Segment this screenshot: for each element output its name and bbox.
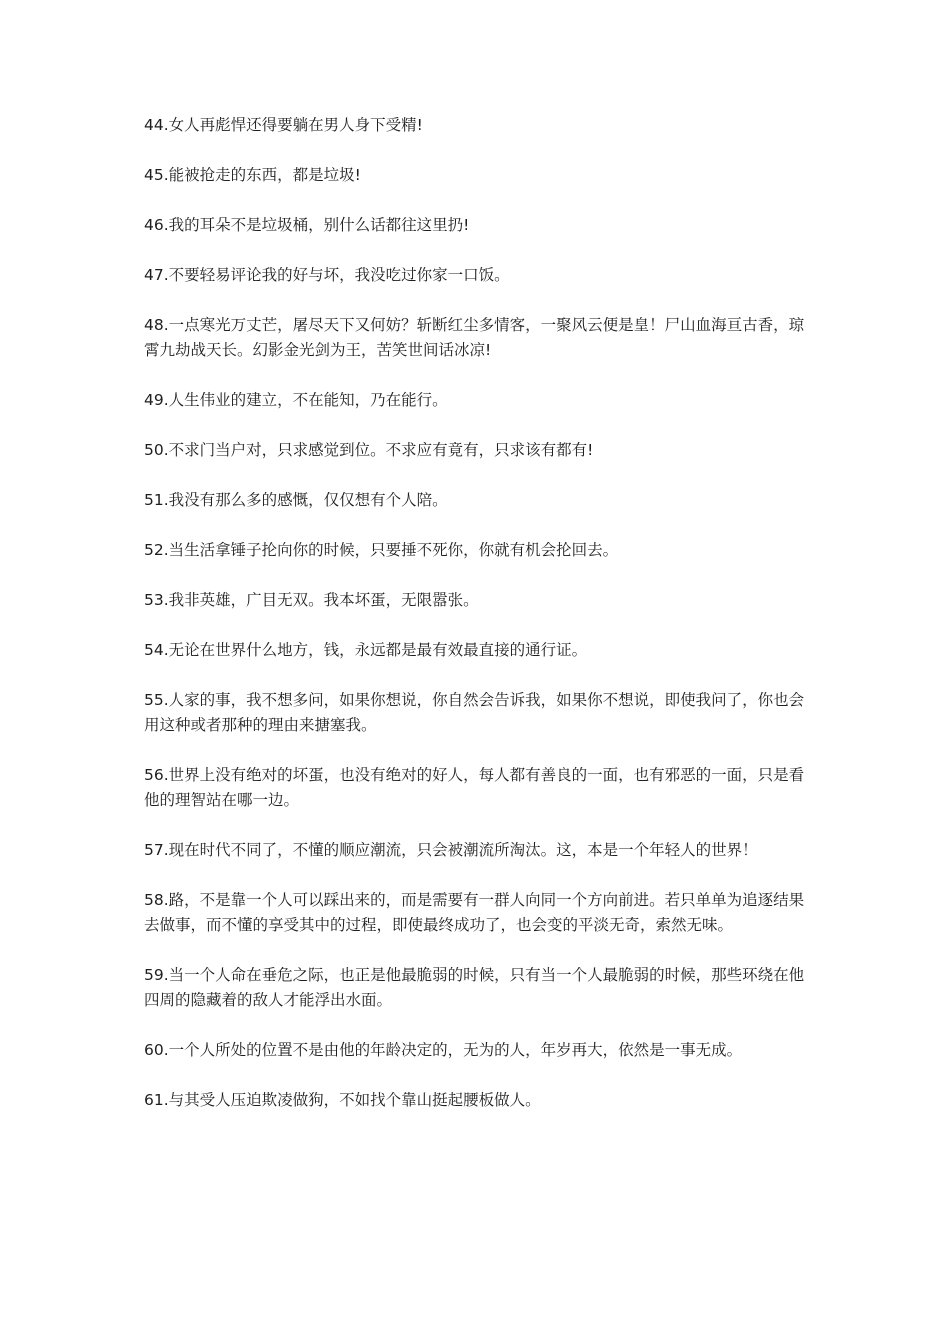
paragraph-59: 59.当一个人命在垂危之际，也正是他最脆弱的时候，只有当一个人最脆弱的时候，那些环绕在他四周的隐藏着的敌人才能浮出水面。 (144, 966, 805, 1009)
paragraph-48: 48.一点寒光万丈芒，屠尽天下又何妨？斩断红尘多情客，一聚风云便是皇！尸山血海亘古香，琼霄九劫战天长。幻影金光剑为王，苦笑世间话冰凉! (144, 316, 805, 359)
paragraph-58: 58.路，不是靠一个人可以踩出来的，而是需要有一群人向同一个方向前进。若只单单为追逐结果去做事，而不懂的享受其中的过程，即使最终成功了，也会变的平淡无奇，索然无味。 (144, 891, 805, 934)
paragraph-45: 45.能被抢走的东西，都是垃圾! (144, 166, 361, 184)
paragraph-54: 54.无论在世界什么地方，钱，永远都是最有效最直接的通行证。 (144, 641, 588, 659)
paragraph-52: 52.当生活拿锤子抡向你的时候，只要捶不死你，你就有机会抡回去。 (144, 541, 619, 559)
paragraph-44: 44.女人再彪悍还得要躺在男人身下受精! (144, 116, 423, 134)
paragraph-49: 49.人生伟业的建立，不在能知，乃在能行。 (144, 391, 448, 409)
paragraph-55: 55.人家的事，我不想多问，如果你想说，你自然会告诉我，如果你不想说，即使我问了，你也会用这种或者那种的理由来搪塞我。 (144, 691, 805, 734)
paragraph-46: 46.我的耳朵不是垃圾桶，别什么话都往这里扔! (144, 216, 470, 234)
paragraph-53: 53.我非英雄，广目无双。我本坏蛋，无限嚣张。 (144, 591, 479, 609)
paragraph-57: 57.现在时代不同了，不懂的顺应潮流，只会被潮流所淘汰。这，本是一个年轻人的世界！ (144, 841, 758, 859)
paragraph-60: 60.一个人所处的位置不是由他的年龄决定的，无为的人，年岁再大，依然是一事无成。 (144, 1041, 743, 1059)
paragraph-50: 50.不求门当户对，只求感觉到位。不求应有竟有，只求该有都有! (144, 441, 594, 459)
paragraph-51: 51.我没有那么多的感慨，仅仅想有个人陪。 (144, 491, 448, 509)
document-body (144, 113, 810, 1138)
paragraph-61: 61.与其受人压迫欺凌做狗，不如找个靠山挺起腰板做人。 (144, 1091, 541, 1109)
paragraph-47: 47.不要轻易评论我的好与坏，我没吃过你家一口饭。 (144, 266, 510, 284)
paragraph-56: 56.世界上没有绝对的坏蛋，也没有绝对的好人，每人都有善良的一面，也有邪恶的一面，只是看他的理智站在哪一边。 (144, 766, 805, 809)
